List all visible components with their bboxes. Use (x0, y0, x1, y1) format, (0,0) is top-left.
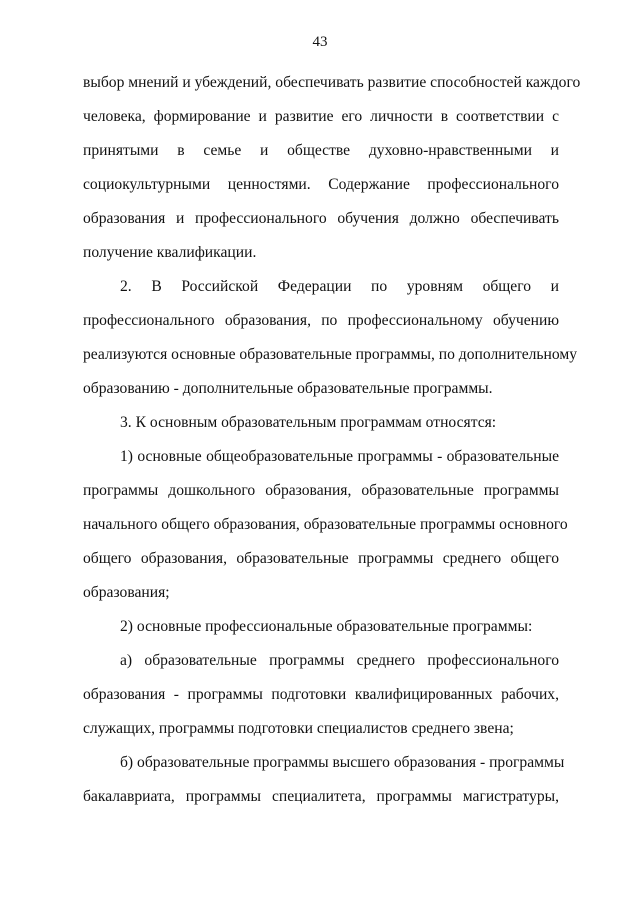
text-line: человека, формирование и развитие его личности в соответствии с (83, 108, 559, 125)
text-line: реализуются основные образовательные программы, по дополнительному (83, 346, 578, 363)
text-line: образования - программы подготовки квалифицированных рабочих, (83, 686, 559, 703)
text-line: получение квалификации. (83, 244, 257, 261)
text-line: программы дошкольного образования, образовательные программы (83, 482, 559, 499)
text-line: 2. В Российской Федерации по уровням общего и (120, 278, 559, 295)
text-line: 3. К основным образовательным программам относятся: (120, 414, 497, 431)
text-line: профессионального образования, по профессиональному обучению (83, 312, 559, 329)
text-line: социокультурными ценностями. Содержание профессионального (83, 176, 559, 193)
text-line: 1) основные общеобразовательные программы - образовательные (120, 448, 559, 465)
text-line: б) образовательные программы высшего образования - программы (120, 754, 565, 771)
text-line: образованию - дополнительные образовательные программы. (83, 380, 493, 397)
text-line: образования; (83, 584, 170, 601)
text-line: а) образовательные программы среднего профессионального (120, 652, 559, 669)
body-text (83, 66, 581, 814)
text-line: общего образования, образовательные программы среднего общего (83, 550, 559, 567)
text-line: бакалавриата, программы специалитета, программы магистратуры, (83, 788, 559, 805)
text-line: выбор мнений и убеждений, обеспечивать развитие способностей каждого (83, 74, 581, 91)
text-line: образования и профессионального обучения должно обеспечивать (83, 210, 559, 227)
text-line: принятыми в семье и обществе духовно-нравственными и (83, 142, 559, 159)
text-line: 2) основные профессиональные образовательные программы: (120, 618, 533, 635)
text-line: служащих, программы подготовки специалистов среднего звена; (83, 720, 514, 737)
page-number: 43 (312, 34, 328, 50)
text-line: начального общего образования, образовательные программы основного (83, 516, 568, 533)
